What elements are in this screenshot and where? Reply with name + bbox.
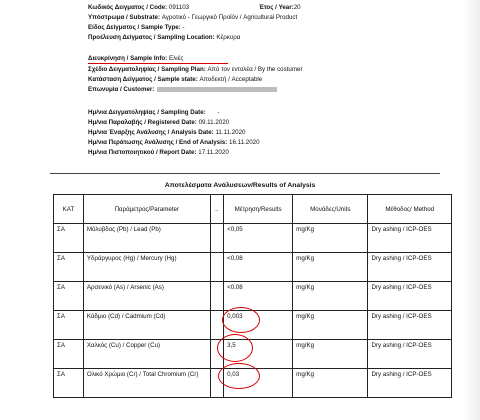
table-row xyxy=(54,224,452,253)
row-dot xyxy=(210,253,223,282)
row-unit: mg/Kg xyxy=(293,369,368,398)
registered-date-line: Ημ/νια Παραλαβής / Registered Date: 09.11.2020 xyxy=(88,119,230,126)
row-dot xyxy=(210,282,223,311)
row-method: Dry ashing / ICP-OES xyxy=(368,224,452,253)
row-unit: mg/Kg xyxy=(293,253,368,282)
red-circle-annotation xyxy=(222,307,260,333)
row-result: <0,08 xyxy=(224,253,293,282)
table-row xyxy=(54,369,452,398)
sampling-plan-line: Σχέδιο Δειγματοληψίας / Sampling Plan: Από τον εντολέα / By the costumer xyxy=(88,66,303,73)
row-result: <0,08 xyxy=(224,282,293,311)
code-line: Κωδικός Δειγματος / Code: 091103 Έτος / Year:20 xyxy=(88,4,301,11)
table-row xyxy=(54,311,452,340)
row-kat: ΣΑ xyxy=(54,282,84,311)
row-unit: mg/Kg xyxy=(293,282,368,311)
analysis-date-line: Ημ/νια Έναρξης Ανάλυσης / Analysis Date: 11.11.2020 xyxy=(88,129,246,136)
sample-info-red-underline xyxy=(88,63,228,64)
row-method: Dry ashing / ICP-OES xyxy=(368,282,452,311)
report-date-line: Ημ/νια Πιστοποιητικού / Report Date: 17.11.2020 xyxy=(88,149,229,156)
row-kat: ΣΑ xyxy=(54,224,84,253)
row-result-circled xyxy=(224,340,293,369)
row-result-circled xyxy=(224,311,293,340)
result-value: 0,03 xyxy=(227,371,240,378)
row-dot xyxy=(210,369,223,398)
row-unit: mg/Kg xyxy=(293,311,368,340)
row-parameter: Αρσενικό (As) / Arsenic (As) xyxy=(83,282,210,311)
header-parameter: Παράμετρος/Parameter xyxy=(83,195,210,224)
row-unit: mg/Kg xyxy=(293,224,368,253)
row-kat: ΣΑ xyxy=(54,253,84,282)
sampling-date-line: Ημ/νια Δειγματοληψίας / Sampling Date: - xyxy=(88,109,220,116)
row-kat: ΣΑ xyxy=(54,311,84,340)
result-value: 3,5 xyxy=(227,342,236,349)
page-edge-shadow xyxy=(464,0,480,420)
row-method: Dry ashing / ICP-OES xyxy=(368,340,452,369)
row-result-circled xyxy=(224,369,293,398)
sample-state-line: Κατάσταση Δείγματος / Sample state: Αποδεκτή / Acceptable xyxy=(88,76,263,83)
row-kat: ΣΑ xyxy=(54,369,84,398)
table-row xyxy=(54,340,452,369)
row-method: Dry ashing / ICP-OES xyxy=(368,311,452,340)
results-title: Αποτελέσματα Ανάλυσεων/Results of Analysis xyxy=(164,182,316,189)
row-unit: mg/Kg xyxy=(293,340,368,369)
row-parameter: Υδράργυρος (Hg) / Mercury (Hg) xyxy=(83,253,210,282)
row-dot xyxy=(210,224,223,253)
row-kat: ΣΑ xyxy=(54,340,84,369)
sample-type-line: Είδος Δείγματος / Sample Type: - xyxy=(88,24,185,31)
table-header-row xyxy=(54,195,452,224)
header-results: Μέτρηση/Results xyxy=(224,195,293,224)
customer-line: Επωνυμία / Customer: xyxy=(88,86,277,93)
row-dot xyxy=(210,340,223,369)
end-analysis-line: Ημ/νια Περάτωσης Ανάλυσης / End of Analysis: 16.11.2020 xyxy=(88,139,260,146)
sample-info-line: Διευκρίνηση / Sample Info: Ελιές xyxy=(88,55,184,62)
customer-redacted-bar xyxy=(157,87,277,92)
row-method: Dry ashing / ICP-OES xyxy=(368,253,452,282)
results-table xyxy=(53,194,452,398)
substrate-line: Υπόστρωμα / Substrate: Αγροτικό - Γεωργικό Προϊόν / Agricultural Product xyxy=(88,14,298,21)
row-dot xyxy=(210,311,223,340)
header-kat: KAT xyxy=(54,195,84,224)
header-dot: .. xyxy=(210,195,223,224)
result-value: 0,003 xyxy=(227,313,243,320)
sampling-location-line: Προέλευση Δείγματος / Sampling Location: Κέρκυρα xyxy=(88,34,241,41)
header-method: Μέθοδος/ Method xyxy=(368,195,452,224)
row-parameter: Κάδμιο (Cd) / Cadmium (Cd) xyxy=(83,311,210,340)
header-units: Μονάδες/Units xyxy=(293,195,368,224)
row-parameter: Ολικό Χρώμιο (Cr) / Total Chromium (Cr) xyxy=(83,369,210,398)
row-result: <0,05 xyxy=(224,224,293,253)
row-parameter: Μόλυβδος (Pb) / Lead (Pb) xyxy=(83,224,210,253)
table-row xyxy=(54,253,452,282)
section-divider xyxy=(50,173,440,174)
table-row xyxy=(54,282,452,311)
row-parameter: Χαλκός (Cu) / Copper (Cu) xyxy=(83,340,210,369)
row-method: Dry ashing / ICP-OES xyxy=(368,369,452,398)
